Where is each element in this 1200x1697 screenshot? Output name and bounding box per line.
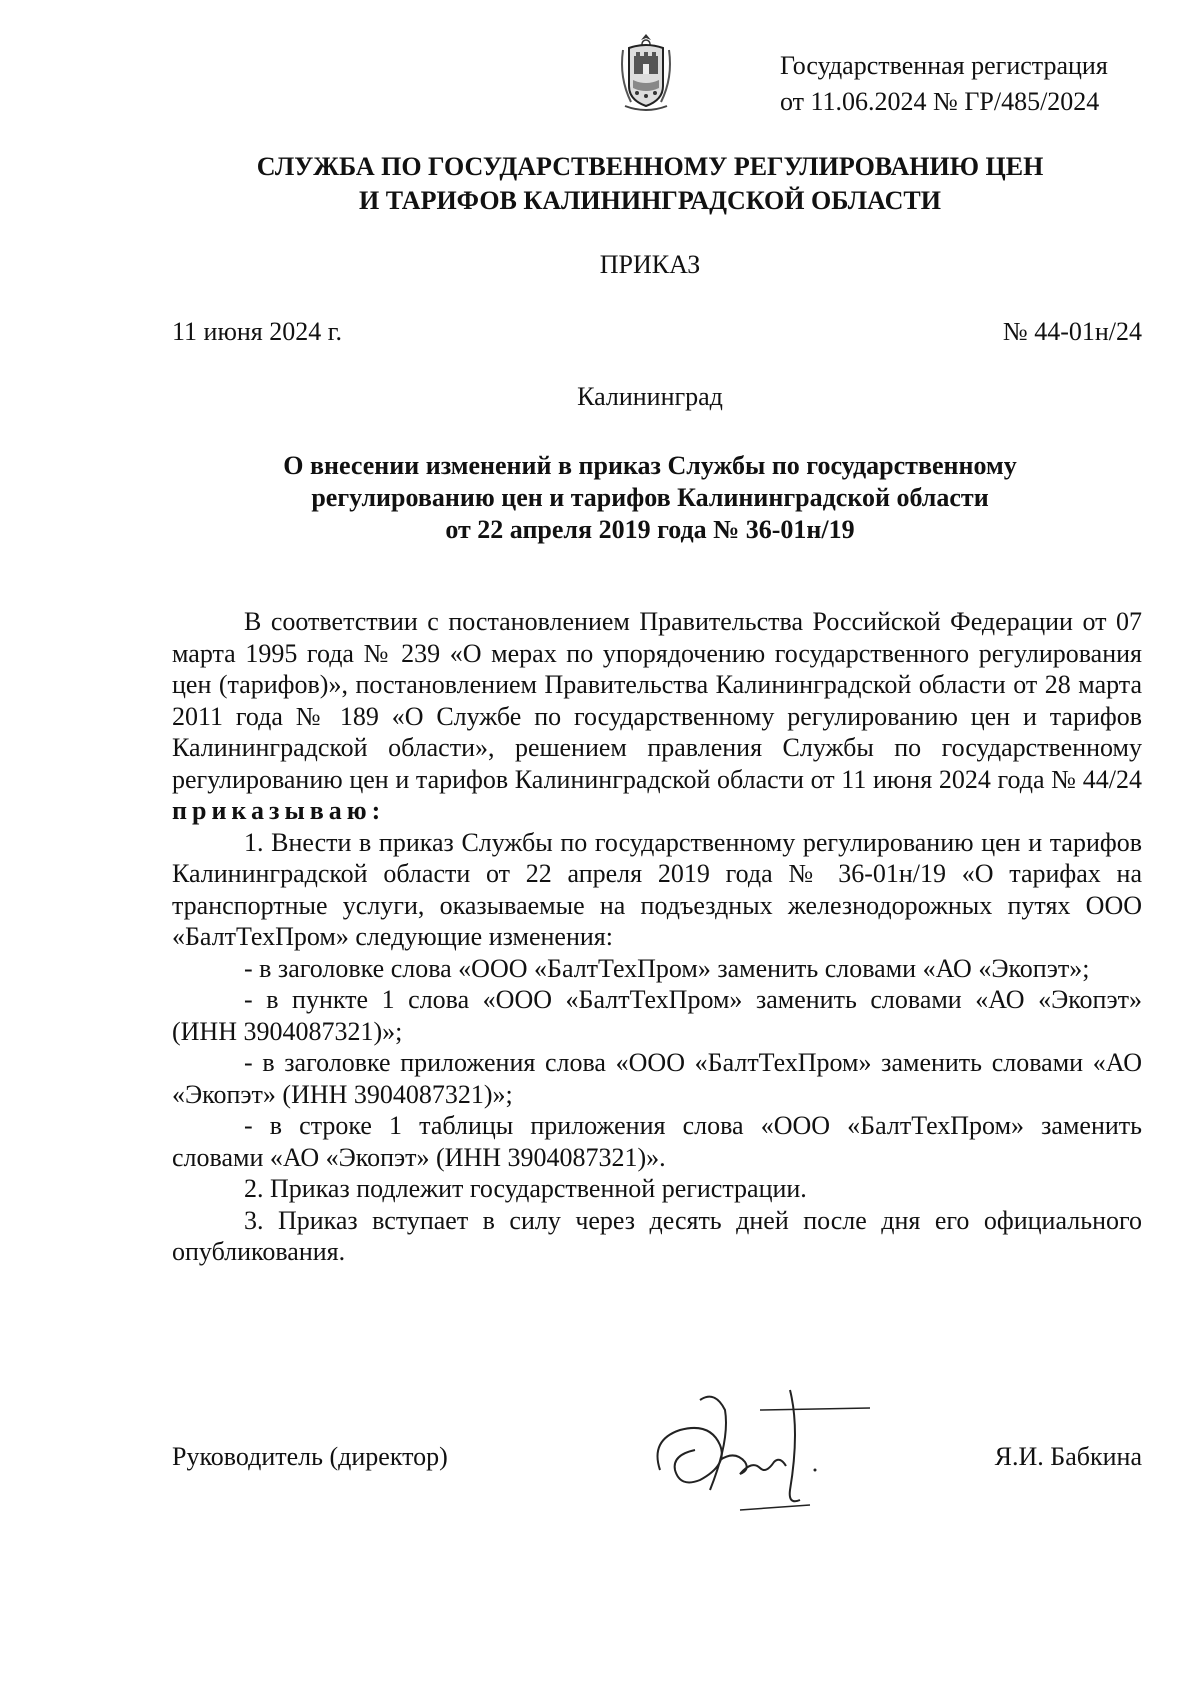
subject-line-3: от 22 апреля 2019 года № 36-01н/19	[445, 515, 855, 544]
document-subject	[200, 450, 1100, 546]
agency-name	[160, 150, 1140, 218]
registration-line-1: Государственная регистрация	[780, 51, 1108, 80]
registration-line-2: от 11.06.2024 № ГР/485/2024	[780, 87, 1100, 116]
registration-block	[780, 48, 1160, 120]
preamble-paragraph	[172, 606, 1142, 827]
change-2-paragraph: - в пункте 1 слова «ООО «БалтТехПром» заменить словами «АО «Экопэт» (ИНН 3904087321)»;	[172, 985, 1142, 1046]
coat-of-arms-icon	[617, 30, 675, 112]
document-number: № 44-01н/24	[1002, 317, 1142, 346]
change-3-paragraph: - в заголовке приложения слова «ООО «БалтТехПром» заменить словами «АО «Экопэт» (ИНН 3904087321)»;	[172, 1048, 1142, 1109]
subject-line-1: О внесении изменений в приказ Службы по государственному	[283, 451, 1017, 480]
item-1-paragraph: 1. Внести в приказ Службы по государственному регулированию цен и тарифов Калининградской области от 22 апреля 2019 года № 36-01н/19 «О тарифах на транспортные услуги, оказываемые на подъездных железнодорожных путях ООО «БалтТехПром» следующие изменения:	[172, 827, 1142, 951]
agency-name-line-1: СЛУЖБА ПО ГОСУДАРСТВЕННОМУ РЕГУЛИРОВАНИЮ ЦЕН	[256, 152, 1044, 181]
document-type: ПРИКАЗ	[599, 250, 701, 279]
signatory-name: Я.И. Бабкина	[994, 1442, 1142, 1471]
document-city: Калининград	[577, 382, 723, 411]
document-date: 11 июня 2024 г.	[172, 317, 342, 346]
handwritten-signature-icon	[640, 1370, 890, 1520]
change-1-paragraph: - в заголовке слова «ООО «БалтТехПром» заменить словами «АО «Экопэт»;	[244, 953, 1090, 983]
subject-line-2: регулированию цен и тарифов Калининградской области	[311, 483, 989, 512]
document-body	[172, 606, 1142, 1268]
change-4-paragraph: - в строке 1 таблицы приложения слова «ООО «БалтТехПром» заменить словами «АО «Экопэт» (ИНН 3904087321)».	[172, 1111, 1142, 1172]
item-3-paragraph: 3. Приказ вступает в силу через десять дней после дня его официального опубликования.	[172, 1205, 1142, 1266]
order-keyword: приказываю:	[172, 796, 386, 825]
item-2-paragraph: 2. Приказ подлежит государственной регистрации.	[244, 1174, 807, 1203]
signatory-title: Руководитель (директор)	[172, 1442, 448, 1471]
preamble-text: В соответствии с постановлением Правительства Российской Федерации от 07 марта 1995 года № 239 «О мерах по упорядочению государственного регулирования цен (тарифов)», постановлением Правительства Калининградской области от 28 марта 2011 года № 189 «О Службе по государственному регулированию цен и тарифов Калининградской области», решением правления Службы по государственному регулированию цен и тарифов Калининградской области от 11 июня 2024 года № 44/24	[172, 607, 1142, 794]
agency-name-line-2: И ТАРИФОВ КАЛИНИНГРАДСКОЙ ОБЛАСТИ	[359, 186, 941, 215]
